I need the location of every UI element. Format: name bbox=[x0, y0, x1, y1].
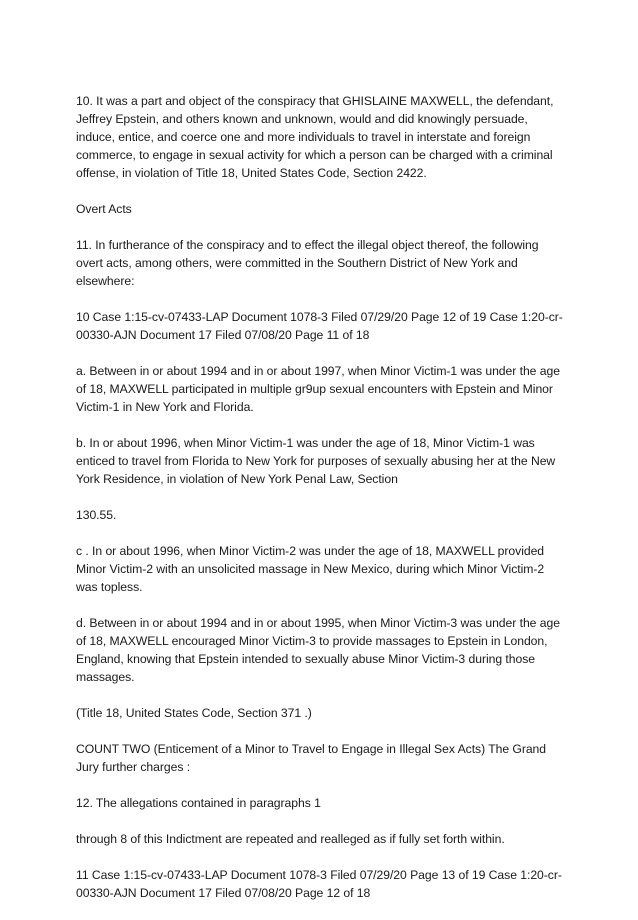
count-two-heading: COUNT TWO (Enticement of a Minor to Travel to Engage in Illegal Sex Acts) The Grand Jury further charges : bbox=[76, 742, 547, 774]
paragraph-10: 10. It was a part and object of the conspiracy that GHISLAINE MAXWELL, the defendant, Jeffrey Epstein, and others known and unknown, would and did knowingly persuade, induce, entice, and coerce one and more individuals to travel in interstate and foreign commerce, to engage in sexual activity for which a person can be charged with a criminal offense, in violation of Title 18, United States Code, Section 2422. bbox=[76, 94, 554, 180]
overt-act-a: a. Between in or about 1994 and in or about 1997, when Minor Victim-1 was under the age of 18, MAXWELL participated in multiple gr9up sexual encounters with Epstein and Minor Victim-1 in New York and Florida. bbox=[76, 364, 560, 414]
overt-act-b: b. In or about 1996, when Minor Victim-1 was under the age of 18, Minor Victim-1 was enticed to travel from Florida to New York for purposes of sexually abusing her at the New York Residence, in violation of New York Penal Law, Section bbox=[76, 436, 556, 486]
penal-law-section: 130.55. bbox=[76, 508, 117, 522]
statute-citation: (Title 18, United States Code, Section 371 .) bbox=[76, 706, 312, 720]
overt-act-d: d. Between in or about 1994 and in or about 1995, when Minor Victim-3 was under the age of 18, MAXWELL encouraged Minor Victim-3 to provide massages to Epstein in London, England, knowing that Epstein intended to sexually abuse Minor Victim-3 during those massages. bbox=[76, 616, 560, 684]
paragraph-12-continued: through 8 of this Indictment are repeated and realleged as if fully set forth within. bbox=[76, 832, 505, 846]
overt-act-c: c . In or about 1996, when Minor Victim-2 was under the age of 18, MAXWELL provided Minor Victim-2 with an unsolicited massage in New Mexico, during which Minor Victim-2 was topless. bbox=[76, 544, 545, 594]
document-page bbox=[76, 92, 566, 920]
page-footer-case-reference-2: 11 Case 1:15-cv-07433-LAP Document 1078-3 Filed 07/29/20 Page 13 of 19 Case 1:20-cr-00330-AJN Document 17 Filed 07/08/20 Page 12 of 18 bbox=[76, 868, 562, 900]
heading-overt-acts: Overt Acts bbox=[76, 202, 132, 216]
page-footer-case-reference: 10 Case 1:15-cv-07433-LAP Document 1078-3 Filed 07/29/20 Page 12 of 19 Case 1:20-cr-00330-AJN Document 17 Filed 07/08/20 Page 11 of 18 bbox=[76, 310, 563, 342]
paragraph-11: 11. In furtherance of the conspiracy and to effect the illegal object thereof, the following overt acts, among others, were committed in the Southern District of New York and elsewhere: bbox=[76, 238, 539, 288]
paragraph-12: 12. The allegations contained in paragraphs 1 bbox=[76, 796, 321, 810]
